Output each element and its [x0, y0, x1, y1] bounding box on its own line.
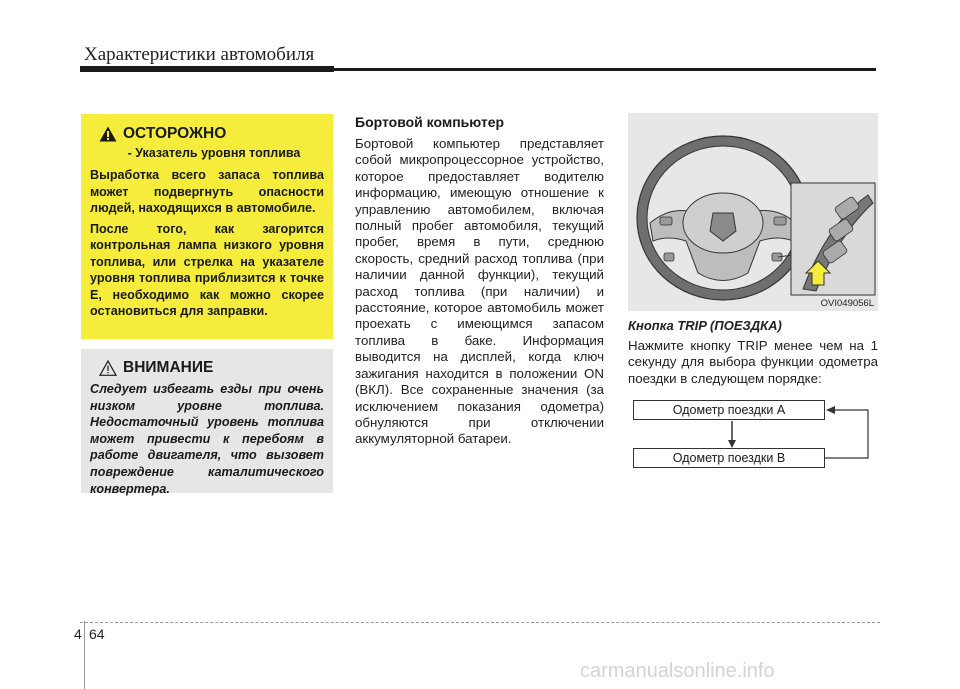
warning-paragraph: После того, как загорится контрольная лампа низкого уровня топлива, или стрелка на указателе уровня топлива приблизится к точке E, необходимо как можно скорее остановиться для заправки. — [90, 221, 324, 318]
steering-wheel-illustration — [628, 113, 878, 311]
warning-header — [99, 124, 324, 144]
trip-computer-text: Бортовой компьютер представляет собой микропроцессорное устройство, которое предоставляет водителю информацию, имеющую отношение к управлению автомобилем, включая полный пробег автомобиля, текущий пробег, время в пути, среднюю скорость, средний расход топлива (при наличии данной функции), текущий расход топлива (при наличии) и расстояние, которое автомобиль может проехать с имеющимся запасом топлива в баке. Информация выводится на дисплей, когда ключ зажигания находится в положении ON (ВКЛ). Все сохраненные значения (за исключением показания одометра) обнуляются при отключении аккумуляторной батареи. — [355, 136, 604, 447]
steering-wheel-figure — [628, 113, 878, 311]
header-rule-accent — [80, 66, 334, 72]
trip-button-text: Нажмите кнопку TRIP менее чем на 1 секунду для выбора функции одометра поездки в следующем порядке: — [628, 338, 878, 386]
trip-button-title: Кнопка TRIP (ПОЕЗДКА) — [628, 318, 782, 333]
warning-title: ОСТОРОЖНО — [123, 125, 227, 142]
section-number: 4 — [74, 626, 82, 642]
watermark: carmanualsonline.info — [580, 660, 775, 682]
trip-odometer-cycle-diagram — [628, 398, 878, 472]
warning-subtitle: - Указатель уровня топлива — [127, 146, 301, 160]
cycle-arrows — [628, 398, 878, 472]
odometer-a-box: Одометр поездки А — [633, 400, 825, 420]
footer-separator — [84, 621, 85, 689]
warning-box — [81, 114, 333, 339]
trip-button-section — [628, 318, 878, 387]
caution-header — [99, 358, 324, 378]
warning-triangle-icon — [99, 126, 117, 142]
caution-triangle-icon — [99, 360, 117, 376]
caution-title: ВНИМАНИЕ — [123, 359, 214, 376]
page-header-title: Характеристики автомобиля — [84, 44, 315, 65]
warning-paragraph: Выработка всего запаса топлива может подвергнуть опасности людей, находящихся в автомобиле. — [90, 168, 324, 215]
caution-box — [81, 349, 333, 496]
trip-computer-section — [355, 114, 604, 448]
trip-computer-title: Бортовой компьютер — [355, 114, 505, 130]
odometer-b-box: Одометр поездки В — [633, 448, 825, 468]
figure-code: OVI049056L — [820, 298, 874, 309]
footer-rule — [80, 622, 880, 623]
page-number: 64 — [89, 626, 105, 642]
caution-text: Следует избегать езды при очень низком уровне топлива. Недостаточный уровень топлива может привести к перебоям в работе двигателя, что вызовет повреждение каталитического конвертера. — [90, 382, 324, 496]
